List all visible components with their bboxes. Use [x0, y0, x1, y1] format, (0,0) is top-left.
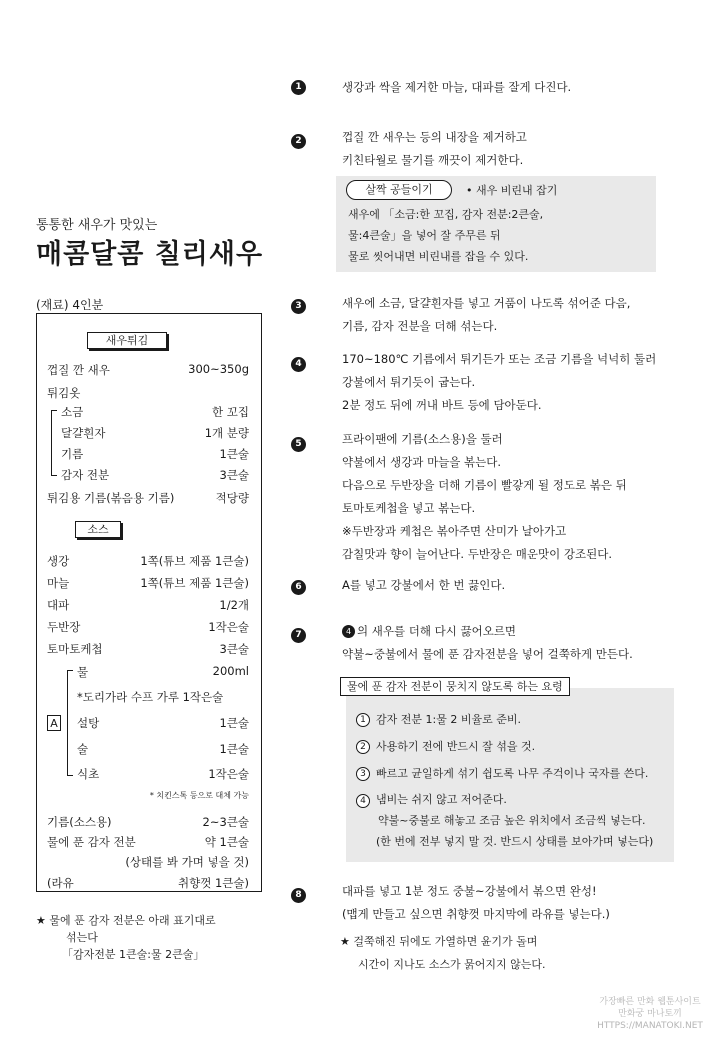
step-line: 기름, 감자 전분을 더해 섞는다. — [342, 319, 498, 333]
tip-number-circle: 4 — [356, 794, 370, 808]
tip-line: (한 번에 전부 넣지 말 것. 반드시 상태를 보아가며 넣는다) — [376, 835, 654, 848]
ingredient-name: 달걀흰자 — [61, 426, 106, 440]
ingredient-name: 소금 — [61, 405, 84, 419]
step-line: 의 새우를 더해 다시 끓어오르면 — [357, 624, 517, 638]
tip-number-circle: 1 — [356, 713, 370, 727]
note-line: 섞는다 — [66, 931, 98, 944]
section-fry-label: 새우튀김 — [87, 332, 167, 349]
a-label-box: A — [47, 715, 61, 731]
ingredient-name: 껍질 깐 새우 — [47, 363, 110, 377]
ingredient-name: (라유 — [47, 876, 74, 890]
servings-label: (재료) 4인분 — [36, 298, 104, 312]
ingredient-name: 생강 — [47, 554, 70, 568]
starch-tip-1: 감자 전분 1:물 2 비율로 준비. — [376, 713, 521, 726]
ingredient-amount: 1쪽(튜브 제품 1큰술) — [140, 554, 249, 568]
watermark-line: 가장빠른 만화 웹툰사이트 — [599, 997, 701, 1007]
ingredient-name: 술 — [77, 742, 89, 756]
ingredient-name: 기름 — [61, 447, 84, 461]
ingredient-name: 식초 — [77, 767, 100, 781]
gloss-note — [340, 930, 546, 976]
ingredients-box — [36, 313, 262, 892]
watermark-line: HTTPS://MANATOKI.NET — [597, 1021, 703, 1031]
step-number: 8 — [291, 888, 306, 903]
ingredient-amount: 1쪽(튜브 제품 1큰술) — [140, 576, 249, 590]
watermark — [594, 996, 706, 1032]
star-icon: ★ — [340, 935, 350, 948]
ingredient-name: 감자 전분 — [61, 468, 110, 482]
ingredient-amount: 1큰술 — [219, 447, 249, 461]
tip-label: 살짝 공들이기 — [346, 180, 452, 200]
step-line: 생강과 싹을 제거한 마늘, 대파를 잘게 다진다. — [342, 80, 572, 94]
step-number: 5 — [291, 437, 306, 452]
step-3-text — [342, 292, 630, 338]
ingredient-name: 마늘 — [47, 576, 70, 590]
ingredient-amount: 약 1큰술 — [204, 835, 249, 849]
step-4-text — [342, 348, 656, 417]
ingredient-amount: 3큰술 — [219, 642, 249, 656]
step-number: 6 — [291, 580, 306, 595]
step-ref-icon: 4 — [342, 625, 355, 638]
ingredient-amount: 취향껏 1큰술) — [177, 876, 249, 890]
starch-ratio-note — [36, 912, 266, 963]
step-8-text — [342, 880, 610, 926]
note-line: 시간이 지나도 소스가 묽어지지 않는다. — [358, 958, 546, 971]
step-line: 대파를 넣고 1분 정도 중불~강불에서 볶으면 완성! — [342, 884, 597, 898]
tip-number-circle: 2 — [356, 740, 370, 754]
ingredient-amount: 1큰술 — [219, 742, 249, 756]
starch-tips-title: 물에 푼 감자 전분이 뭉치지 않도록 하는 요령 — [340, 677, 570, 696]
tip-line: 냄비는 쉬지 않고 저어준다. — [376, 793, 507, 806]
step-line: 감칠맛과 향이 늘어난다. 두반장은 매운맛이 강조된다. — [342, 547, 612, 561]
note-line: 걸쭉해진 뒤에도 가열하면 윤기가 돌며 — [353, 935, 538, 948]
ingredient-amount: (상태를 봐 가며 넣을 것) — [125, 855, 249, 869]
tip-heading: • 새우 비린내 잡기 — [466, 184, 558, 197]
ingredient-amount: 1작은술 — [208, 767, 249, 781]
step-line: 껍질 깐 새우는 등의 내장을 제거하고 — [342, 130, 527, 144]
tip-line: 약불~중불로 해놓고 조금 높은 위치에서 조금씩 넣는다. — [378, 814, 646, 827]
step-5-text — [342, 428, 627, 566]
tip-number-circle: 3 — [356, 767, 370, 781]
recipe-subtitle: 통통한 새우가 맛있는 — [36, 218, 158, 233]
step-line: (맵게 만들고 싶으면 취향껏 마지막에 라유를 넣는다.) — [342, 907, 610, 921]
starch-tip-2: 사용하기 전에 반드시 잘 섞을 것. — [376, 740, 536, 753]
step-line: 170~180℃ 기름에서 튀기든가 또는 조금 기름을 넉넉히 둘러 — [342, 352, 657, 366]
batter-bracket — [51, 410, 57, 476]
tip-line: 물로 씻어내면 비린내를 잡을 수 있다. — [348, 250, 529, 263]
starch-tip-4 — [376, 789, 653, 852]
note-line: 물에 푼 감자 전분은 아래 표기대로 — [49, 914, 216, 927]
ingredient-amount: 1/2개 — [219, 598, 249, 612]
a-substitute-note: * 치킨스톡 등으로 대체 가능 — [149, 791, 249, 800]
ingredient-name: 물 — [77, 665, 89, 679]
step-line: 2분 정도 뒤에 꺼내 바트 등에 담아둔다. — [342, 398, 542, 412]
watermark-line: 만화궁 마나토끼 — [618, 1009, 682, 1019]
section-sauce-label: 소스 — [75, 521, 121, 538]
ingredient-amount: 2~3큰술 — [202, 815, 249, 829]
step-line: 약불~중불에서 물에 푼 감자전분을 넣어 걸쭉하게 만든다. — [342, 647, 633, 661]
ingredient-amount: 1작은술 — [208, 620, 249, 634]
batter-heading: 튀김옷 — [47, 386, 81, 400]
ingredient-amount: 200ml — [212, 664, 249, 678]
step-number: 2 — [291, 134, 306, 149]
step-number: 1 — [291, 80, 306, 95]
step-line: A를 넣고 강불에서 한 번 끓인다. — [342, 578, 506, 592]
step-line: 프라이팬에 기름(소스용)을 둘러 — [342, 432, 503, 446]
ingredient-amount: 적당량 — [215, 491, 249, 505]
star-icon: ★ — [36, 914, 46, 927]
tip-text — [348, 204, 543, 267]
ingredient-name: 토마토케첩 — [47, 642, 103, 656]
ingredient-amount: 1큰술 — [219, 716, 249, 730]
ingredient-name: 두반장 — [47, 620, 81, 634]
tip-line: 새우에 「소금:한 꼬집, 감자 전분:2큰술, — [348, 208, 544, 221]
step-line: ※두반장과 케첩은 볶아주면 산미가 날아가고 — [342, 524, 567, 538]
step-line: 약불에서 생강과 마늘을 볶는다. — [342, 455, 502, 469]
ingredient-amount: 300~350g — [188, 362, 249, 376]
recipe-title: 매콤달콤 칠리새우 — [36, 239, 264, 270]
ingredient-name: 기름(소스용) — [47, 815, 112, 829]
step-6-text — [342, 574, 505, 597]
starch-tip-3: 빠르고 균일하게 섞기 쉽도록 나무 주걱이나 국자를 쓴다. — [376, 767, 649, 780]
step-line: 새우에 소금, 달걀흰자를 넣고 거품이 나도록 섞어준 다음, — [342, 296, 631, 310]
note-line: 「감자전분 1큰술:물 2큰술」 — [62, 948, 205, 961]
step-line: 다음으로 두반장을 더해 기름이 빨갛게 될 정도로 볶은 뒤 — [342, 478, 627, 492]
ingredient-name: 튀김용 기름(볶음용 기름) — [47, 491, 175, 505]
step-2-text — [342, 126, 527, 172]
a-bracket — [67, 670, 73, 776]
step-1-text — [342, 76, 571, 99]
ingredient-name: 물에 푼 감자 전분 — [47, 835, 136, 849]
ingredient-amount: 한 꼬집 — [212, 405, 249, 419]
step-number: 4 — [291, 357, 306, 372]
step-number: 3 — [291, 299, 306, 314]
step-line: 토마토케첩을 넣고 볶는다. — [342, 501, 476, 515]
step-number: 7 — [291, 628, 306, 643]
step-line: 키친타월로 물기를 깨끗이 제거한다. — [342, 153, 524, 167]
ingredient-amount: 1개 분량 — [204, 426, 249, 440]
tip-line: 물:4큰술」을 넣어 잘 주무른 뒤 — [348, 229, 501, 242]
ingredient-name: 대파 — [47, 598, 70, 612]
ingredient-name: *도리가라 수프 가루 1작은술 — [77, 690, 224, 704]
ingredient-amount: 3큰술 — [219, 468, 249, 482]
ingredient-name: 설탕 — [77, 716, 100, 730]
step-7-text — [342, 620, 633, 666]
step-line: 강불에서 튀기듯이 굽는다. — [342, 375, 476, 389]
